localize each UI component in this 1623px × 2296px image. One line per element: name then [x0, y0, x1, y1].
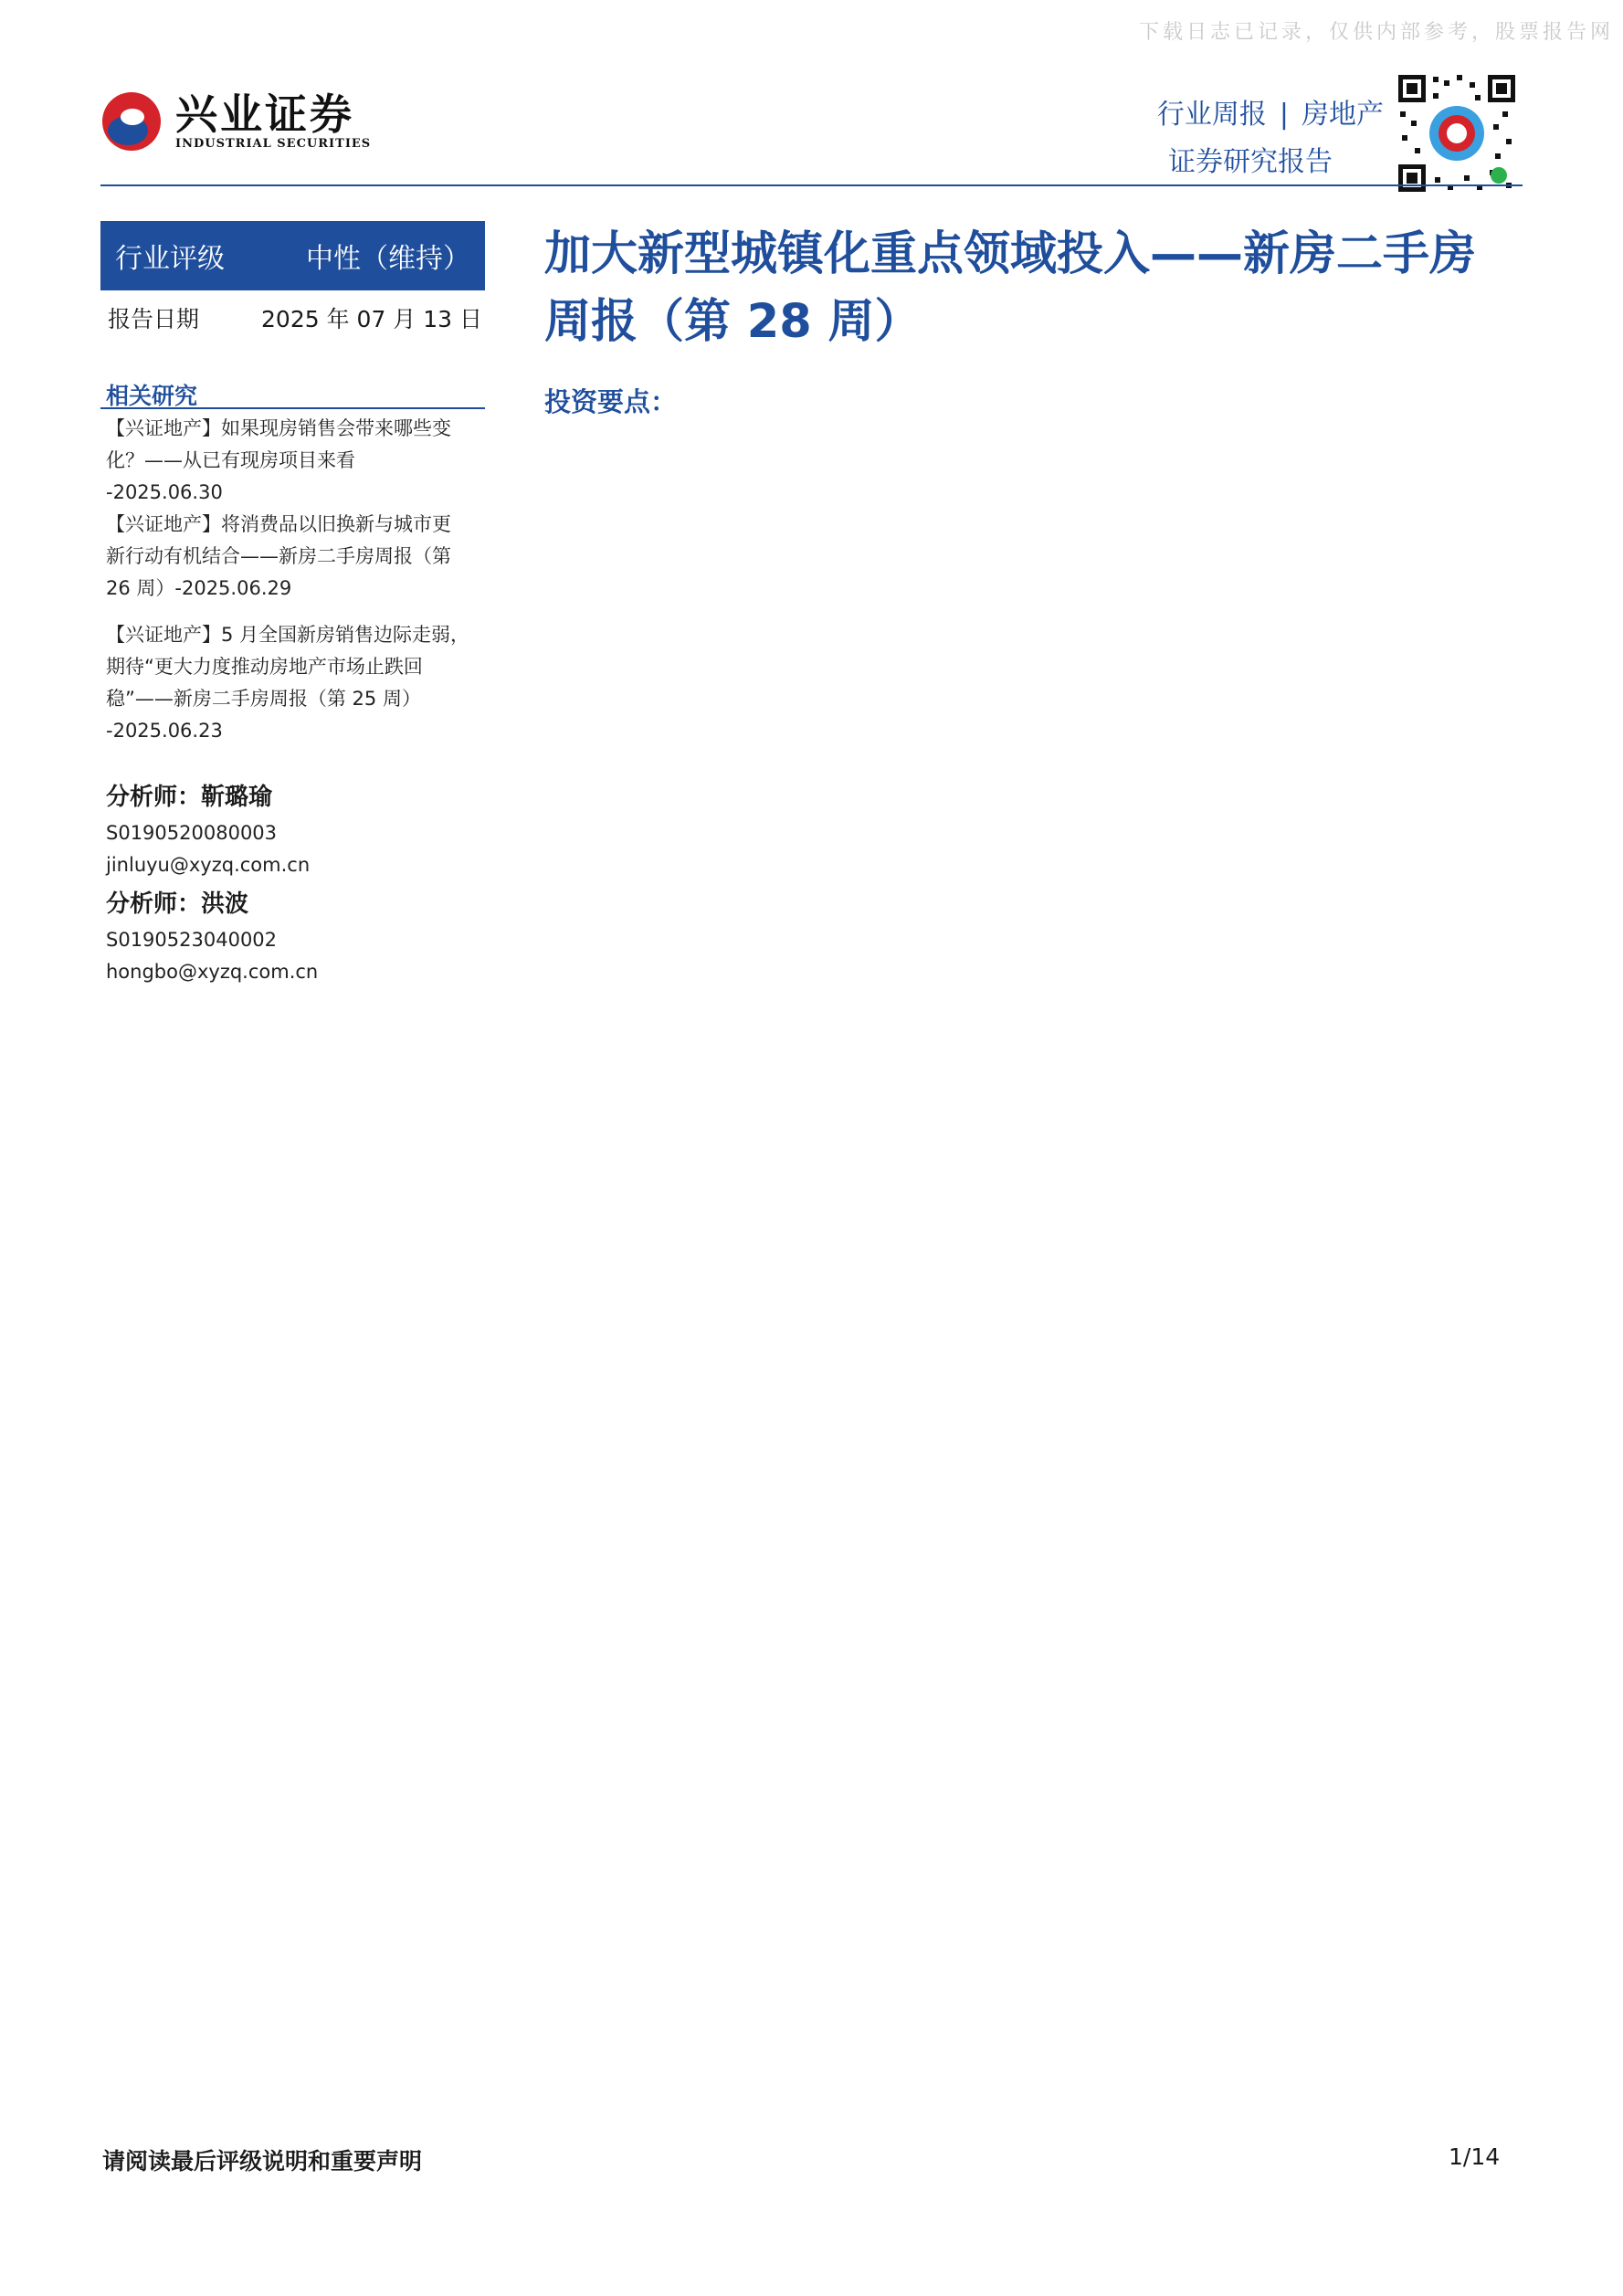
related-line: -2025.06.23	[106, 720, 223, 742]
rating-label: 行业评级	[115, 243, 225, 275]
rating-bar	[100, 221, 485, 290]
related-item[interactable]	[106, 509, 482, 605]
analyst-id: S0190523040002	[106, 929, 278, 951]
related-line: -2025.06.30	[106, 481, 223, 503]
investment-points-title: 投资要点：	[544, 386, 678, 417]
rating-value: 中性（维持）	[306, 243, 470, 275]
report-type: 行业周报	[1156, 99, 1267, 131]
report-date-row	[108, 301, 482, 334]
report-title: 加大新型城镇化重点领域投入——新房二手房周报（第 28 周）	[544, 227, 1477, 349]
report-type-line: 行业周报 | 房地产	[1156, 99, 1384, 131]
analyst-block	[106, 889, 482, 988]
analyst-block	[106, 782, 482, 881]
related-line: 26 周）-2025.06.29	[106, 577, 292, 599]
footer-disclaimer[interactable]: 请阅读最后评级说明和重要声明	[102, 2148, 423, 2175]
related-line: 【兴证地产】将消费品以旧换新与城市更	[106, 513, 451, 535]
logo	[102, 91, 371, 151]
logo-icon	[102, 92, 161, 151]
related-research-title: 相关研究	[106, 383, 198, 409]
related-item[interactable]	[106, 619, 482, 747]
brand-name-cn: 兴业证券	[175, 90, 354, 139]
related-line: 化？——从已有现房项目来看	[106, 449, 355, 471]
related-item[interactable]	[106, 413, 482, 509]
related-line: 新行动有机结合——新房二手房周报（第	[106, 545, 451, 567]
watermark: 下载日志已记录，仅供内部参考，股票报告网	[1138, 21, 1614, 44]
related-line: 【兴证地产】如果现房销售会带来哪些变	[106, 417, 451, 439]
brand-name-en: INDUSTRIAL SECURITIES	[175, 137, 372, 151]
related-research-rule	[100, 407, 485, 409]
header-rule	[100, 184, 1523, 186]
related-line: 【兴证地产】5 月全国新房销售边际走弱，	[106, 624, 470, 646]
related-line: 期待“更大力度推动房地产市场止跌回	[106, 656, 423, 678]
analyst-id: S0190520080003	[106, 822, 278, 844]
page-number: 1/14	[1449, 2143, 1501, 2170]
analyst-email[interactable]: hongbo@xyzq.com.cn	[106, 961, 319, 983]
analyst-email[interactable]: jinluyu@xyzq.com.cn	[106, 854, 311, 876]
report-date-value: 2025 年 07 月 13 日	[261, 306, 482, 332]
report-sector: 房地产	[1302, 99, 1384, 131]
qr-code-icon	[1393, 69, 1521, 197]
analyst-name: 分析师：洪波	[106, 890, 249, 918]
report-date-label: 报告日期	[108, 306, 200, 332]
report-kind: 证券研究报告	[1168, 146, 1333, 178]
related-research-list	[106, 413, 482, 988]
related-line: 稳”——新房二手房周报（第 25 周）	[106, 688, 421, 710]
analyst-name: 分析师：靳璐瑜	[106, 784, 273, 811]
